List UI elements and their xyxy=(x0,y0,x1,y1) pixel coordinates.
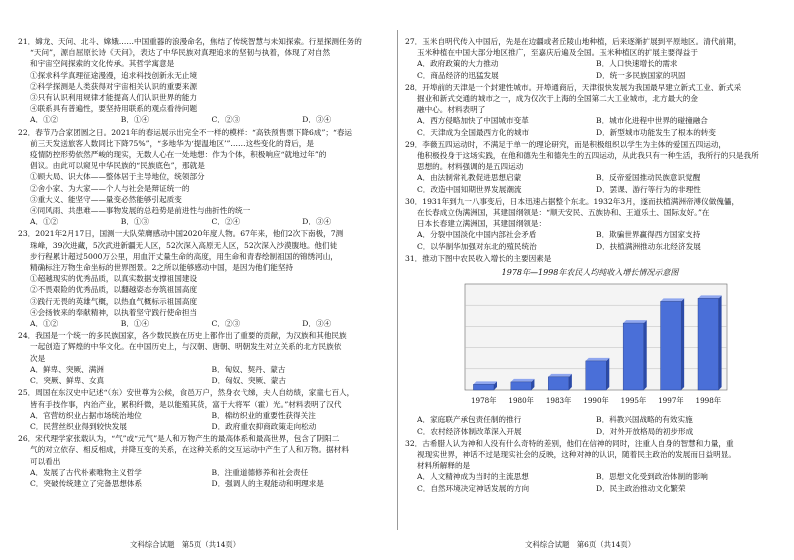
q22-item: ④同风雨、共患难——事物发展的总趋势是前进性与曲折性的统一 xyxy=(30,206,251,216)
q27-line: 玉米种植在中国大部分地区推广，至嘉庆后遍及全国。玉米种植区的扩展主要得益于 xyxy=(417,48,698,58)
q26-options xyxy=(18,467,393,478)
q30-options xyxy=(405,229,775,240)
q31-options xyxy=(405,426,775,437)
option-a: A．西方侵略加快了中国城市变革 xyxy=(417,116,529,126)
option-d: D．③④ xyxy=(302,115,332,125)
question-28 xyxy=(405,82,775,138)
question-29 xyxy=(405,139,775,195)
q30-options xyxy=(405,241,775,252)
bar-side xyxy=(719,296,722,391)
x-tick-label: 1998年 xyxy=(695,396,722,406)
question-21 xyxy=(18,36,393,126)
option-c: C．②③ xyxy=(211,115,241,125)
option-a: A．鲜卑、突厥、满洲 xyxy=(30,364,104,374)
q22-line: 前三天发送旅客人数同比下降75%”，“多地华为‘提温地区’”……这些变化的背后，是 xyxy=(30,138,314,148)
question-31 xyxy=(405,253,775,437)
option-b: B．①③ xyxy=(120,217,150,227)
q23-line: 精确标注万物生命坐标的世界图景。2之所以能够感动中国，是因为他们能坚持 xyxy=(30,263,294,273)
q23-item: ③践行无畏的英雄气概，以热血气概标示祖国高度 xyxy=(30,296,198,306)
option-d: D．对外开放格局的初步形成 xyxy=(596,426,694,436)
bar-side xyxy=(644,320,647,390)
q26-line: 26．宋代理学家张载认为，“气”或“元气”是人和万物产生的最高体系和最高世界，包含了阴阳二 xyxy=(18,434,340,444)
x-tick-label: 1997年 xyxy=(658,396,684,406)
option-c: C．民营丝织业得到较快发展 xyxy=(30,421,127,431)
chart-title: 1978年—1998年农民人均纯收入增长情况示意图 xyxy=(501,268,679,278)
q23-line: 珠峰，39次进藏，5次武进新疆无人区，52次深入高原无人区，52次深入沙漠腹地。他们徒 xyxy=(30,240,338,250)
option-a: A．①② xyxy=(30,319,59,329)
bar-chart-svg xyxy=(445,280,735,408)
q28-line: 融中心。材料表明了 xyxy=(417,105,486,115)
option-d: D．强调人的主观能动和明理求是 xyxy=(211,478,324,488)
option-d: D．统一多民族国家的巩固 xyxy=(596,70,686,80)
q25-options xyxy=(18,421,393,432)
option-a: A．人文精神成为当时的主流思想 xyxy=(417,472,529,482)
option-c: C．自然环境决定神话发展的方向 xyxy=(417,483,530,493)
bar-top xyxy=(623,320,647,323)
page-footer-right: 文科综合试题 第6页（共14页） xyxy=(525,540,636,549)
q31-options xyxy=(405,414,775,425)
q21-item: ④联系具有普遍性，要坚持用联系的观点看待问题 xyxy=(30,104,198,114)
option-b: B．注重道德修养和社会责任 xyxy=(211,467,309,477)
q30-line: 30．1931年到九一八事变后，日本迅速占据整个东北。1932年3月，遂而扶植满洲帝溥仪做傀儡， xyxy=(405,196,740,206)
bar-top xyxy=(661,299,685,302)
q32-line: 材料所解释的是 xyxy=(417,461,471,471)
q29-options xyxy=(405,172,775,183)
q24-line: 一起创造了辉煌的中华文化。在中国历史上，与汉朝、唐朝、明朝发生对立关系的北方民族依 xyxy=(30,342,342,352)
option-d: D．民主政治推动文化繁荣 xyxy=(596,483,686,493)
q32-options xyxy=(405,483,775,494)
x-tick-label: 1995年 xyxy=(620,396,647,406)
option-c: C．以华制华加强对东北的殖民统治 xyxy=(417,241,537,251)
bar-top xyxy=(511,379,535,382)
option-b: B．匈奴、契丹、蒙古 xyxy=(211,364,286,374)
option-a: A．政府政策的大力推动 xyxy=(417,59,499,69)
bar-top xyxy=(548,374,572,377)
q22-line: 22．春节乃合家团圆之日。2021年的春运展示出完全不一样的模样：“高铁预售票下降6成”；“春运 xyxy=(18,127,353,137)
q29-line: 思想的。材料强调的是五四运动 xyxy=(417,162,524,172)
q28-options xyxy=(405,115,775,126)
x-tick-label: 1990年 xyxy=(583,396,609,406)
q22-item: ②舍小家、为大家——个人与社会是辩证统一的 xyxy=(30,183,190,193)
bar xyxy=(586,361,607,390)
right-page xyxy=(405,36,775,495)
option-b: B．科教兴国战略的有效实施 xyxy=(596,415,693,425)
bar xyxy=(473,385,494,391)
q21-line: “天问”，源自屈原长诗《天问》，表达了中华民族对真理追求的坚韧与执着，体现了对自然 xyxy=(30,48,331,58)
option-d: D．罢课、游行等行为的非理性 xyxy=(596,184,701,194)
q26-line: 气的对立依存、相反相成，并降互变的关系，在这种关系的交互运动中产生了人和万物。据材料 xyxy=(30,445,349,455)
question-27 xyxy=(405,36,775,81)
q31-line: 31．推动下图中农民收入增长的主要因素是 xyxy=(405,253,552,263)
q30-line: 日本长春建立满洲国，其建国纲领是： xyxy=(417,219,547,229)
question-22 xyxy=(18,127,393,228)
q27-line: 27．玉米自明代传入中国后，先是在边疆或者丘陵山地种植，后来逐渐扩展到平原地区。清代前期， xyxy=(405,37,742,46)
q28-line: 28．开埠前的天津是一个封建性城市。开埠通商后，天津很快发展为我国最早建立新式工业、新式采 xyxy=(405,82,742,92)
q21-options xyxy=(18,114,393,125)
q32-line: 32．古希腊人认为神和人没有什么奇特的差别，他们在信神的同时，注重人自身的智慧和力量，重 xyxy=(405,438,734,448)
bar-top xyxy=(473,382,497,385)
option-c: C．突破传统建立了完备思想体系 xyxy=(30,478,143,488)
option-a: A．由法制常礼教促进思想启蒙 xyxy=(417,173,522,183)
q26-line: 可以看出 xyxy=(30,456,61,466)
bar-top xyxy=(586,358,610,361)
q24-line: 次是 xyxy=(30,353,46,363)
q26-options xyxy=(18,478,393,489)
q21-item: ①探求科学真理征途漫漫，追求科技创新永无止境 xyxy=(30,70,198,80)
x-tick-label: 1978年 xyxy=(470,396,497,406)
question-23 xyxy=(18,228,393,329)
option-c: C．②④ xyxy=(211,217,241,227)
q25-line: 25．周国在东汉史中记述“（东）安世尊为公候，食邑万户，然身衣弋绨，夫人自纺绩，家童七百人， xyxy=(18,388,355,398)
option-c: C．②③ xyxy=(211,319,241,329)
q23-line: 步行程累计超过5000万公里，用血汗丈量生命的高度，用生命和青春绘制祖国的锦绣河山， xyxy=(30,251,338,261)
option-c: C．农村经济体制改革深入开展 xyxy=(417,426,522,436)
q23-line: 23．2021年2月17日，国测一大队荣膺感动中国2020年度人物。67年来，他们2次下南极，7测 xyxy=(18,229,344,239)
option-d: D．新型城市功能发生了根本的转变 xyxy=(596,127,716,137)
option-b: B．欺骗世界赢得西方国家支持 xyxy=(596,230,701,240)
bar xyxy=(698,299,719,391)
page-footer-left: 文科综合试题 第5页（共14页） xyxy=(130,540,241,549)
question-26 xyxy=(18,433,393,489)
q22-line: 倡议。由此可以窥见中华民族的“民族底色”，那就是 xyxy=(30,161,205,171)
q22-item: ①顾大局、识大体——整体居于主导地位，统领部分 xyxy=(30,172,205,182)
option-a: A．分裂中国淡化中国内部社会矛盾 xyxy=(417,230,537,240)
option-c: C．天津成为全国最西方化的城市 xyxy=(417,127,530,137)
question-32 xyxy=(405,438,775,494)
q29-line: 他积极投身于这场实践，在他和德先生和德先生的五四运动，从此我只有一种生活，我所行的只是我所 xyxy=(417,151,759,161)
q30-line: 在长春成立伪满洲国，其建国纲领是：“顺天安民、五族协和、王道乐土、国际友好。”在 xyxy=(417,208,710,218)
page-divider xyxy=(397,30,398,530)
bar xyxy=(511,382,532,390)
x-tick-label: 1980年 xyxy=(508,396,534,406)
option-c: C．商品经济的迅猛发展 xyxy=(417,70,499,80)
q22-line: 疫情防控形势依然严峻的现实，无数人心在一处地想：作为个体，积极响应“就地过年”的 xyxy=(30,150,327,160)
option-d: D．③④ xyxy=(302,217,332,227)
option-b: B．人口快速增长的需求 xyxy=(596,59,678,69)
option-b: B．思想文化受到政治体制的影响 xyxy=(596,472,708,482)
q24-line: 24．我国是一个统一的多民族国家，各少数民族在历史上都作出了重要的贡献，为汉族和其他民族 xyxy=(18,331,347,341)
option-a: A．①② xyxy=(30,115,59,125)
question-30 xyxy=(405,196,775,252)
option-c: C．突厥、鲜卑、女真 xyxy=(30,376,105,386)
bar-side xyxy=(606,358,609,390)
q25-line: 皆有手技作事，内治产业，累积纤微，是以能殖其货，富于大将军（霍）光。”材料表明了汉代 xyxy=(30,399,342,409)
option-d: D．③④ xyxy=(302,319,332,329)
option-a: A．①② xyxy=(30,217,59,227)
bar xyxy=(548,377,569,390)
q32-line: 视现实世界，神话不过是现实社会的反映，这种对神的认识，随着民主政治的发展而日益明显。 xyxy=(417,450,736,460)
q21-item: ③只有认识利用规律才能提高人们认识世界的能力 xyxy=(30,93,198,103)
q24-options xyxy=(18,375,393,386)
q23-item: ②不畏艰险的优秀品质，以翻越姿态夯筑祖国高度 xyxy=(30,285,198,295)
income-chart xyxy=(445,267,735,411)
bar-top xyxy=(698,296,722,299)
q32-options xyxy=(405,471,775,482)
option-a: A．家庭联产承包责任制的推行 xyxy=(417,415,522,425)
x-tick-label: 1983年 xyxy=(545,396,572,406)
option-b: B．棉纺织业的重要性获得关注 xyxy=(211,410,316,420)
option-d: D．匈奴、突厥、蒙古 xyxy=(211,376,286,386)
bar xyxy=(623,323,644,390)
left-page xyxy=(18,36,393,490)
q23-item: ④会扬彼来的奉献精神，以执着坚守践行使命担当 xyxy=(30,307,198,317)
option-a: A．官营纺织业占据市场统治地位 xyxy=(30,410,142,420)
q22-item: ③重大义、能坚守——量变必然能够引起质变 xyxy=(30,194,182,204)
q27-options xyxy=(405,58,775,69)
q29-options xyxy=(405,184,775,195)
q22-options xyxy=(18,216,393,227)
question-25 xyxy=(18,387,393,432)
q23-options xyxy=(18,318,393,329)
q21-line: 和宇宙空间探索的文化传承。其哲学寓意是 xyxy=(30,59,175,69)
q24-options xyxy=(18,364,393,375)
option-b: B．反帝爱国推动民族意识觉醒 xyxy=(596,173,701,183)
option-d: D．扶植满洲推动东北经济发展 xyxy=(596,241,701,251)
q28-line: 掘业和新式交通的城市之一，成为仅次于上海的全国第二大工业城市，北方最大的金 xyxy=(417,94,698,104)
q21-item: ②科学探测是人类获得对宇宙相关认识的重要来源 xyxy=(30,81,198,91)
option-c: C．改造中国知期世界发展潮流 xyxy=(417,184,522,194)
option-b: B．①④ xyxy=(120,115,150,125)
question-24 xyxy=(18,330,393,386)
option-b: B．城市化进程中世界的碰撞融合 xyxy=(596,116,708,126)
option-a: A．发展了古代朴素唯物主义哲学 xyxy=(30,467,142,477)
q23-item: ①超越现实的优秀品质，以真实数据支撑祖国建设 xyxy=(30,274,198,284)
q25-options xyxy=(18,410,393,421)
q27-options xyxy=(405,70,775,81)
option-d: D．政府重农抑商政策走向松动 xyxy=(211,421,317,431)
q21-line: 21．嫦龙、天问、北斗、嫦娥……中国重器的浪漫命名，焦结了传统智慧与未知探索。行星探测任务的 xyxy=(18,37,362,46)
q28-options xyxy=(405,127,775,138)
bar xyxy=(661,302,682,391)
option-b: B．①④ xyxy=(120,319,150,329)
bar-side xyxy=(681,299,684,391)
q29-line: 29．李薇五四运动时，不满足于单一的理论研究，而是积极组织以学生为主体的爱国五四运动， xyxy=(405,139,727,149)
